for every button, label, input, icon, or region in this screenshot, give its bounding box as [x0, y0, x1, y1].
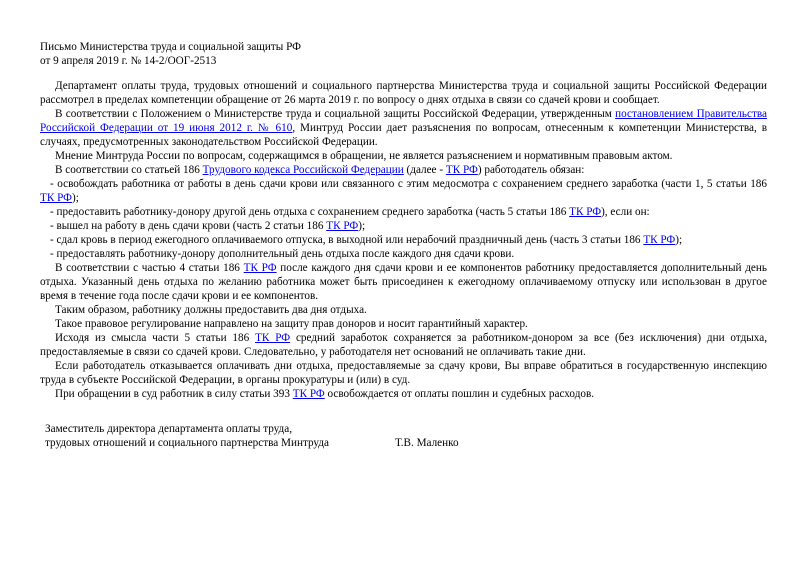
link-tk-rf[interactable]: ТК РФ — [445, 164, 478, 176]
paragraph-two-days: Таким образом, работнику должны предоставить два дня отдыха. — [55, 304, 367, 316]
document — [40, 40, 767, 450]
link-tk-rf[interactable]: ТК РФ — [292, 388, 325, 400]
signature-block — [45, 422, 767, 450]
link-government-decree[interactable]: постановлением Правительства Российской Федерации от 19 июня 2012 г. № 610 — [40, 108, 767, 134]
paragraph-part-4 — [40, 261, 767, 303]
link-tk-rf[interactable]: ТК РФ — [255, 332, 291, 344]
list-item-came-to-work — [40, 219, 767, 233]
text-fragment: ), если он: — [601, 206, 650, 218]
list-item-another-day-off — [40, 205, 767, 219]
signature-position-line2: трудовых отношений и социального партнерства Минтруда — [45, 437, 329, 449]
paragraph-court-fees — [40, 387, 767, 401]
text-fragment: освобождается от оплаты пошлин и судебных расходов. — [324, 388, 595, 400]
document-date-number: от 9 апреля 2019 г. № 14-2/ООГ-2513 — [40, 55, 217, 67]
text-fragment: Исходя из смысла части 5 статьи 186 — [55, 332, 256, 344]
text-fragment: - вышел на работу в день сдачи крови (часть 2 статьи 186 — [50, 220, 327, 232]
list-item-during-vacation — [40, 233, 767, 247]
text-fragment: ) работодатель обязан: — [477, 164, 585, 176]
link-tk-rf[interactable]: ТК РФ — [243, 262, 277, 274]
text-fragment: При обращении в суд работник в силу статьи 393 — [55, 388, 293, 400]
paragraph-average-earnings — [40, 331, 767, 359]
text-fragment: - освобождать работника от работы в день сдачи крови или связанного с этим медосмотра с сохранением среднего заработка (части 1, 5 статьи 186 — [50, 178, 767, 190]
paragraph-opinion: Мнение Минтруда России по вопросам, содержащимся в обращении, не является разъяснением и нормативным правовым актом. — [55, 150, 673, 162]
link-tk-rf[interactable]: ТК РФ — [326, 220, 359, 232]
text-fragment: - предоставить работнику-донору другой день отдыха с сохранением среднего заработка (часть 5 статьи 186 — [50, 206, 570, 218]
paragraph-article-186 — [40, 163, 767, 177]
text-fragment: ); — [71, 192, 79, 204]
paragraph-labor-inspection: Если работодатель отказывается оплачивать дни отдыха, предоставляемые за сдачу крови, Вы вправе обратиться в государственную инспекцию труда в субъекте Российской Федерации, в органы прокуратуры и (или) в суд. — [40, 360, 767, 386]
link-tk-rf[interactable]: ТК РФ — [569, 206, 602, 218]
text-fragment: средний заработок сохраняется за работником-донором за все (без исключения) дни отдыха, предоставляемые в связи со сдачей крови. Следовательно, у работодателя нет оснований не оплачивать такие дни. — [40, 332, 768, 358]
signature-position-line1: Заместитель директора департамента оплаты труда, — [45, 423, 293, 435]
text-fragment: - сдал кровь в период ежегодного оплачиваемого отпуска, в выходной или нерабочий праздничный день (часть 3 статьи 186 — [50, 234, 644, 246]
text-fragment: после каждого дня сдачи крови и ее компонентов работнику предоставляется дополнительный день отдыха. Указанный день отдыха по желанию работника может быть присоединен к ежегодному оплачиваемому отпуску или использован в другое время в течение года после сдачи крови и ее компонентов. — [40, 262, 767, 302]
spacer — [40, 401, 767, 422]
document-title: Письмо Министерства труда и социальной защиты РФ — [40, 41, 301, 53]
paragraph-regulation — [40, 107, 767, 149]
spacer — [40, 68, 767, 79]
list-item-release-from-work — [40, 177, 767, 205]
paragraph-regulation-purpose: Такое правовое регулирование направлено на защиту прав доноров и носит гарантийный характер. — [55, 318, 528, 330]
link-labor-code[interactable]: Трудового кодекса Российской Федерации — [202, 164, 404, 176]
signature-line — [45, 436, 767, 450]
text-fragment: (далее - — [403, 164, 446, 176]
text-fragment: В соответствии с Положением о Министерстве труда и социальной защиты Российской Федерации, утвержденным — [55, 108, 616, 120]
text-fragment: ); — [675, 234, 683, 246]
list-item-additional-day-off: - предоставлять работнику-донору дополнительный день отдыха после каждого дня сдачи крови. — [50, 248, 515, 260]
text-fragment: ); — [358, 220, 366, 232]
link-tk-rf[interactable]: ТК РФ — [40, 192, 72, 204]
signatory-name: Т.В. Маленко — [395, 437, 459, 449]
link-tk-rf[interactable]: ТК РФ — [643, 234, 676, 246]
paragraph-intro: Департамент оплаты труда, трудовых отношений и социального партнерства Министерства труда и социальной защиты Российской Федерации рассмотрел в пределах компетенции обращение от 26 марта 2019 г. по вопросу о днях отдыха в связи со сдачей крови и сообщает. — [40, 80, 767, 106]
text-fragment: В соответствии со статьей 186 — [55, 164, 203, 176]
text-fragment: , Минтруд России дает разъяснения по вопросам, отнесенным к компетенции Министерства, в случаях, предусмотренных законодательством Российской Федерации. — [40, 122, 767, 148]
text-fragment: В соответствии с частью 4 статьи 186 — [55, 262, 244, 274]
